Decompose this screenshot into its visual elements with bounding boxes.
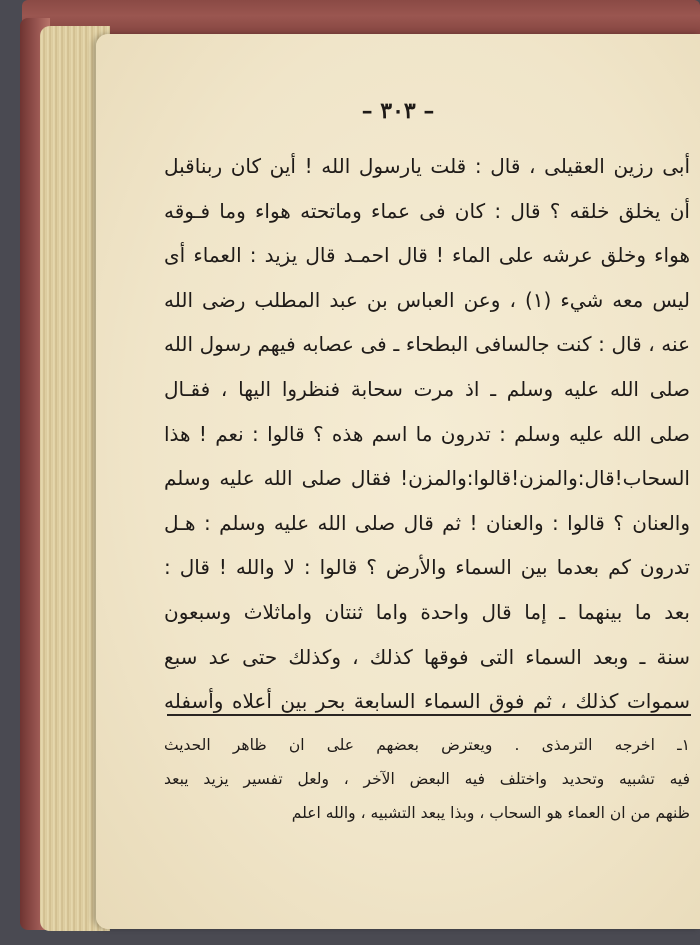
text-line: ليس معه شيء (١) ، وعن العباس بن عبد المطلب رضى الله <box>164 287 691 312</box>
text-line: هواء وخلق عرشه على الماء ! قال احمـد قال يزيد : العماء أى <box>164 243 690 268</box>
text-line: صلى الله عليه وسلم ـ اذ مرت سحابة فنظروا اليها ، فقـال <box>164 376 690 401</box>
text-line: أبى رزين العقيلى ، قال : قلت يارسول الله ! أين كان ربناقبل <box>164 154 690 178</box>
body-text <box>164 144 690 724</box>
footnote-divider <box>167 714 691 716</box>
book-page <box>96 34 700 929</box>
page-number: – ٣٠٣ – <box>361 98 435 124</box>
footnote <box>164 728 690 830</box>
text-line: سنة ـ وبعد السماء التى فوقها كذلك ، وكذلك حتى عد سبع <box>164 644 690 669</box>
footnote-line: ظنهم من ان العماء هو السحاب ، وبذا يبعد التشبيه ، والله اعلم <box>291 804 690 822</box>
text-line: والعنان ؟ قالوا : والعنان ! ثم قال صلى الله عليه وسلم : هـل <box>164 510 690 535</box>
text-line: تدرون كم بعدما بين السماء والأرض ؟ قالوا : لا والله ! قال : <box>164 555 690 580</box>
text-line: السحاب!قال:والمزن!قالوا:والمزن! فقال صلى الله عليه وسلم <box>164 466 690 491</box>
text-line: صلى الله عليه وسلم : تدرون ما اسم هذه ؟ قالوا : نعم ! هذا <box>164 421 690 446</box>
footnote-line: فيه تشبيه وتحديد واختلف فيه البعض الآخر ، ولعل تفسير يزيد يبعد <box>164 770 690 788</box>
text-line: بعد ما بينهما ـ إما قال واحدة واما ثنتان واماثلاث وسبعون <box>164 599 690 624</box>
text-line: أن يخلق خلقه ؟ قال : كان فى عماء وماتحته هواء وما فـوقه <box>164 198 690 223</box>
footnote-line: ١ـ اخرجه الترمذى . ويعترض بعضهم على ان ظاهر الحديث <box>164 736 690 754</box>
text-line: سموات كذلك ، ثم فوق السماء السابعة بحر بين أعلاه وأسفله <box>164 689 690 714</box>
text-line: عنه ، قال : كنت جالسافى البطحاء ـ فى عصابه فيهم رسول الله <box>164 332 690 357</box>
